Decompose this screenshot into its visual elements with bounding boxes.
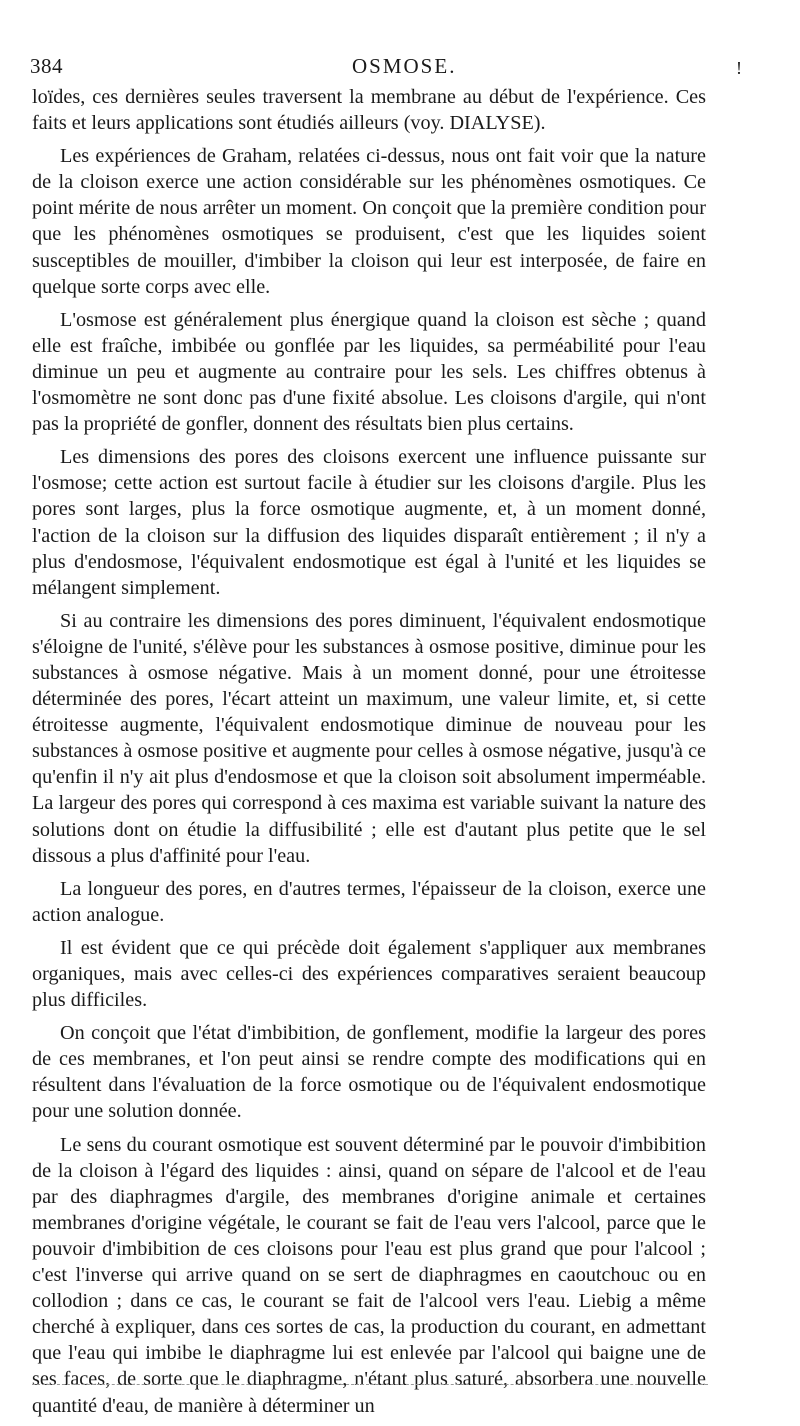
paragraph-6: La longueur des pores, en d'autres termes, l'épaisseur de la cloison, exerce une action analogue. (32, 877, 706, 926)
running-title: OSMOSE. (352, 54, 457, 78)
paragraph-1: loïdes, ces dernières seules traversent la membrane au début de l'expérience. Ces faits et leurs applications sont étudiés ailleurs (voy. DIALYSE). (32, 86, 706, 135)
bottom-rule (32, 1384, 708, 1385)
paragraph-7: Il est évident que ce qui précède doit également s'appliquer aux membranes organiques, mais avec celles-ci des expériences comparatives seraient beaucoup plus difficiles. (32, 936, 706, 1012)
corner-mark: ! (736, 58, 742, 78)
paragraph-4: Les dimensions des pores des cloisons exercent une influence puissante sur l'osmose; cette action est surtout facile à étudier sur les cloisons d'argile. Plus les pores sont larges, plus la force osmotique augmente, et, à un moment donné, l'action de la cloison sur la diffusion des liquides disparaît entièrement ; il n'y a plus d'endosmose, l'équivalent endosmotique est égal à l'unité et les liquides se mélangent simplement. (32, 446, 706, 599)
paragraph-3: L'osmose est généralement plus énergique quand la cloison est sèche ; quand elle est fraîche, imbibée ou gonflée par les liquides, sa perméabilité pour l'eau diminue un peu et augmente au contraire pour les sels. Les chiffres obtenus à l'osmomètre ne sont donc pas d'une fixité absolue. Les cloisons d'argile, qui n'ont pas la propriété de gonfler, donnent des résultats bien plus certains. (32, 308, 706, 436)
page-header (30, 50, 770, 84)
page-number: 384 (30, 54, 63, 78)
body-text (32, 84, 706, 1426)
paragraph-8: On conçoit que l'état d'imbibition, de gonflement, modifie la largeur des pores de ces membranes, et l'on peut ainsi se rendre compte des modifications qui en résultent dans l'évaluation de la force osmotique ou de l'équivalent endosmotique pour une solution donnée. (32, 1022, 706, 1123)
paragraph-9: Le sens du courant osmotique est souvent déterminé par le pouvoir d'imbibition de la cloison à l'égard des liquides : ainsi, quand on sépare de l'alcool et de l'eau par des diaphragmes d'argile, des membranes d'origine animale et certaines membranes d'origine végétale, le courant se fait de l'eau vers l'alcool, parce que le pouvoir d'imbibition de ces cloisons pour l'eau est plus grand que pour l'alcool ; c'est l'inverse qui arrive quand on se sert de diaphragmes en caoutchouc ou en collodion ; dans ce cas, le courant se fait de l'alcool vers l'eau. Liebig a même cherché à expliquer, dans ces sortes de cas, la production du courant, en admettant que l'eau qui imbibe le diaphragme lui est enlevée par l'alcool qui baigne une de ses faces, de sorte que le diaphragme, n'étant plus saturé, absorbera une nouvelle quantité d'eau, de manière à déterminer un (32, 1133, 706, 1417)
paragraph-5: Si au contraire les dimensions des pores diminuent, l'équivalent endosmotique s'éloigne de l'unité, s'élève pour les substances à osmose positive, diminue pour les substances à osmose négative. Mais à un moment donné, pour une étroitesse déterminée des pores, l'écart atteint un maximum, une valeur limite, et, si cette étroitesse augmente, l'équivalent endosmotique diminue de nouveau pour les substances à osmose positive et augmente pour celles à osmose négative, jusqu'à ce qu'enfin il n'y ait plus d'endosmose et que la cloison soit absolument imperméable. La largeur des pores qui correspond à ces maxima est variable suivant la nature des solutions dont on étudie la diffusibilité ; elle est d'autant plus petite que le sel dissous a plus d'affinité pour l'eau. (32, 609, 706, 867)
paragraph-2: Les expériences de Graham, relatées ci-dessus, nous ont fait voir que la nature de la cloison exerce une action considérable sur les phénomènes osmotiques. Ce point mérite de nous arrêter un moment. On conçoit que la première condition pour que les phénomènes osmotiques se produisent, c'est que les liquides soient susceptibles de mouiller, d'imbiber la cloison qui leur est interposée, de faire en quelque sorte corps avec elle. (32, 145, 706, 298)
